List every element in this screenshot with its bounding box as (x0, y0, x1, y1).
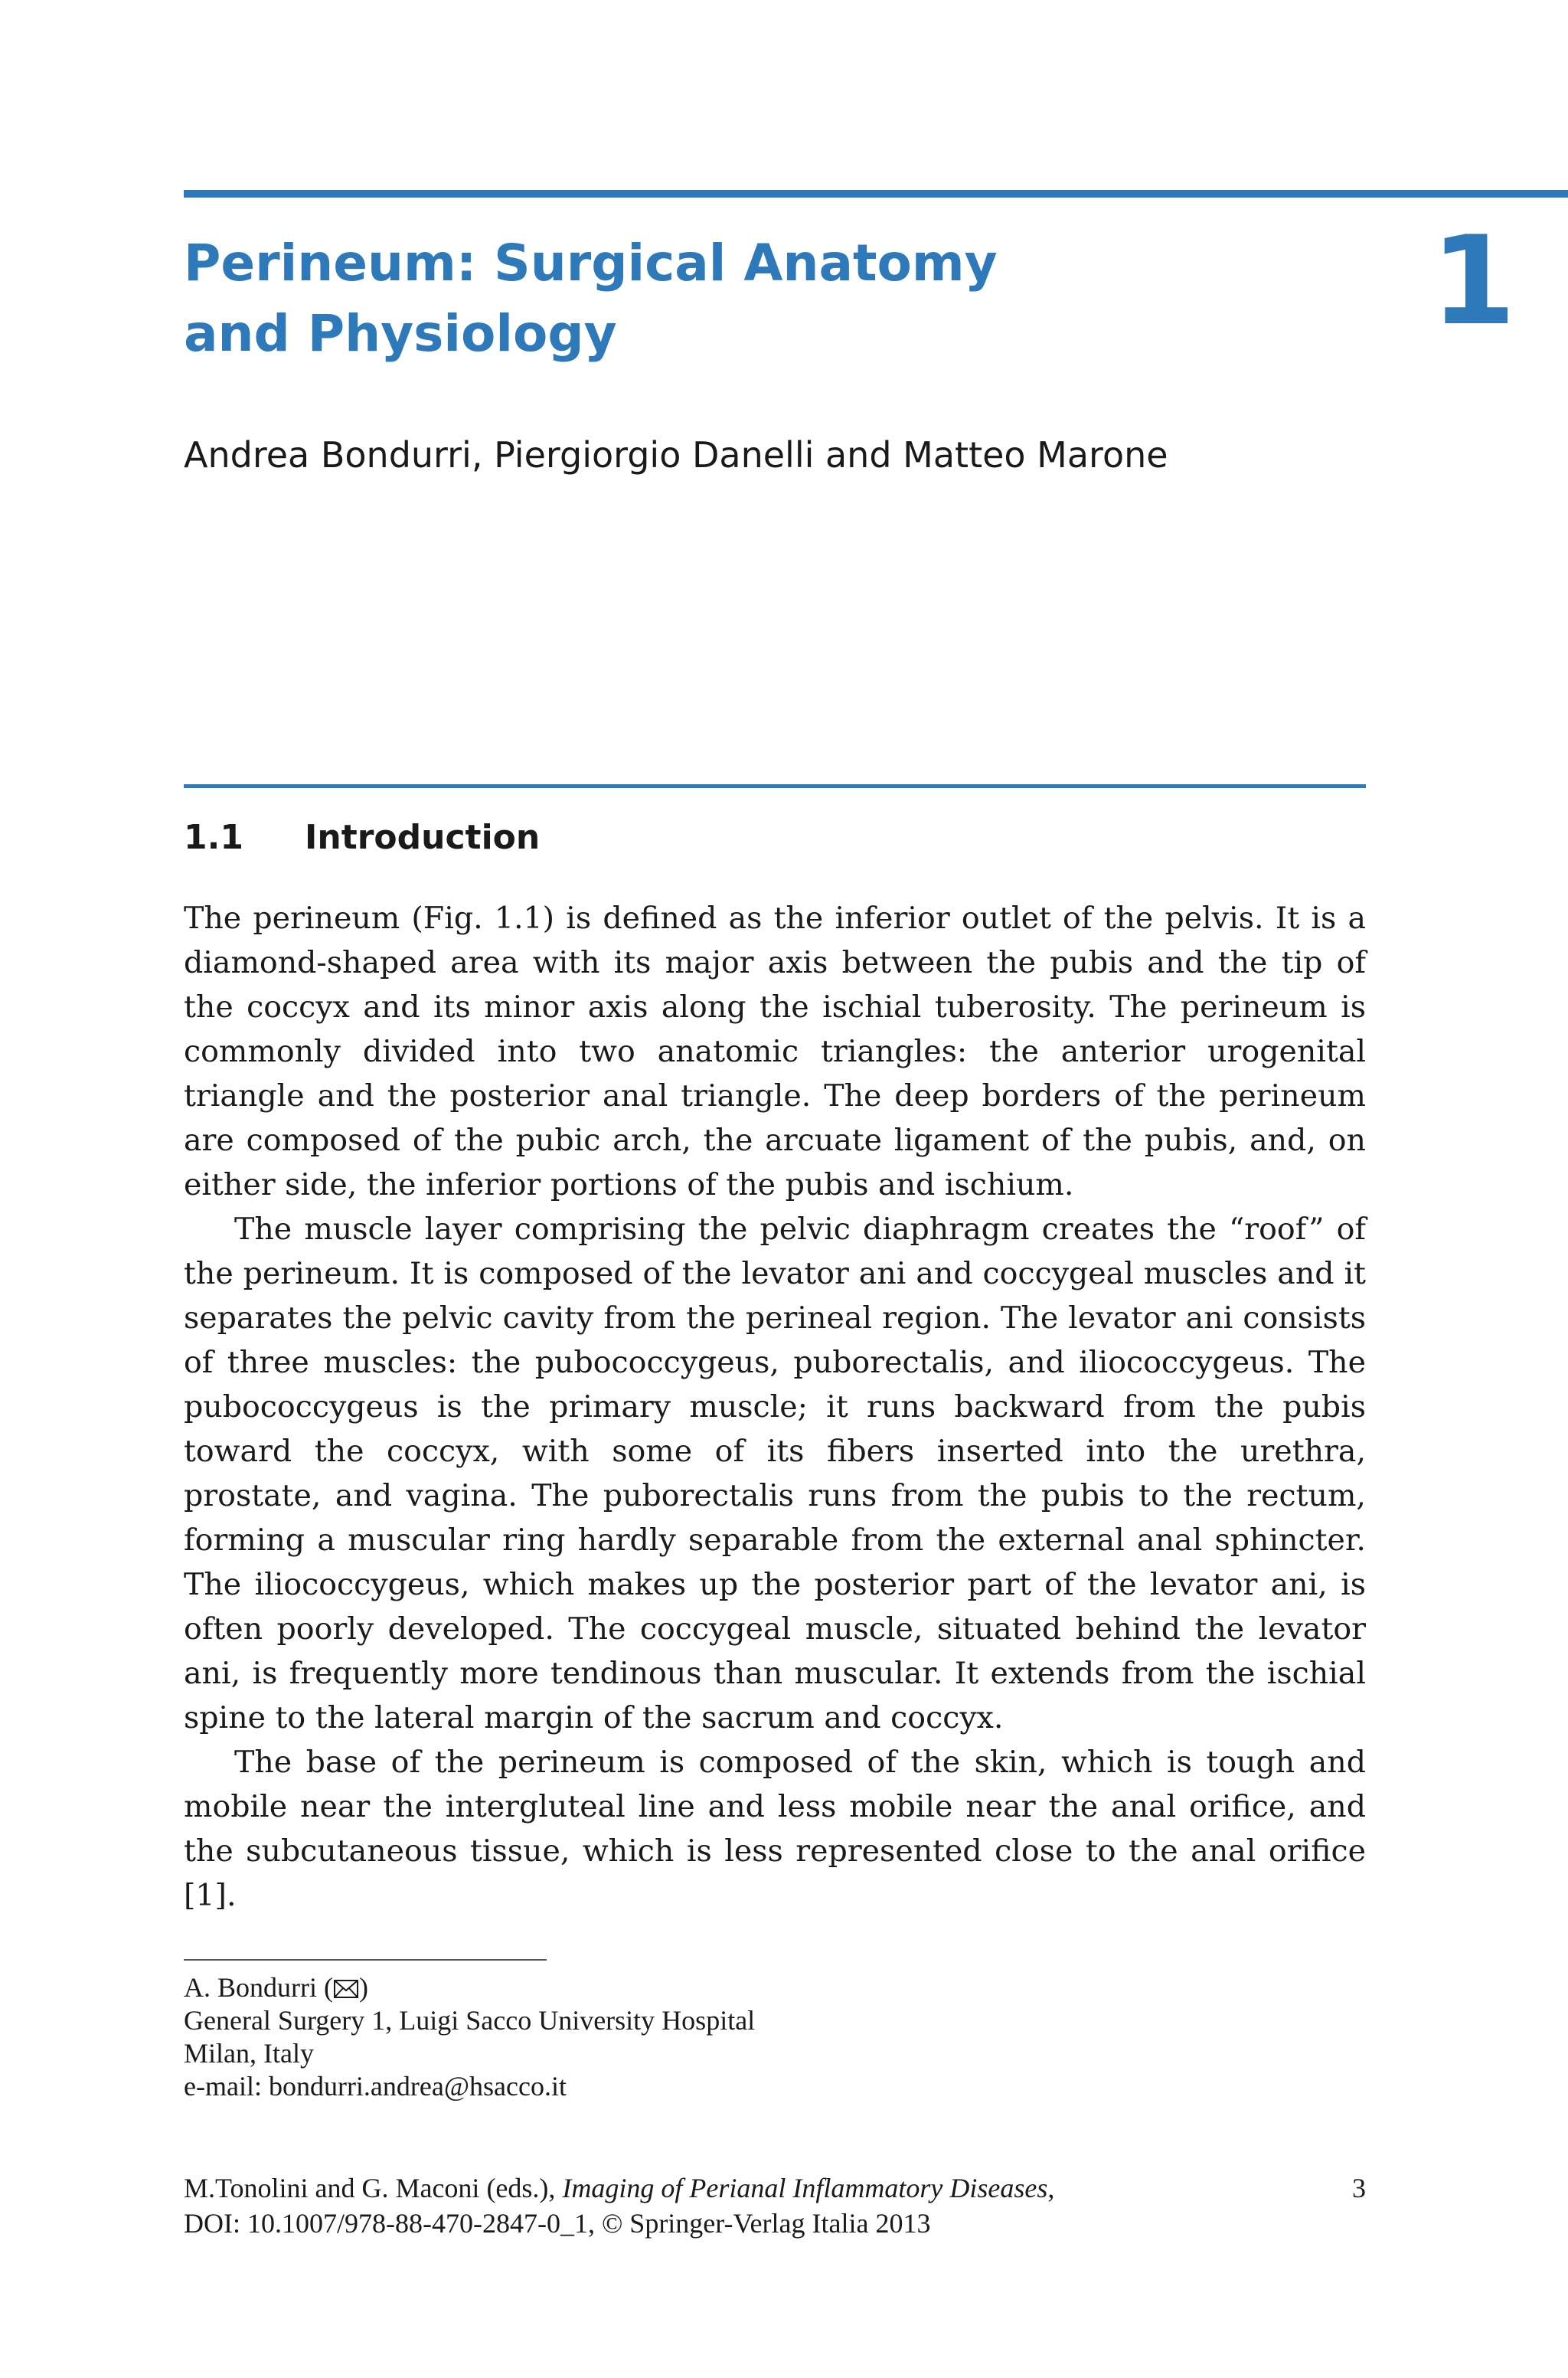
section-rule (184, 784, 1366, 788)
book-citation (184, 2170, 1366, 2241)
section-heading (184, 810, 1366, 865)
citation-doi: DOI: 10.1007/978-88-470-2847-0_1, © Springer-Verlag Italia 2013 (184, 2208, 931, 2239)
author-footnote (184, 1971, 1332, 2103)
section-title: Introduction (305, 818, 541, 857)
citation-line1: M.Tonolini and G. Maconi (eds.), Imaging of Perianal Inflammatory Diseases, (184, 2173, 1055, 2203)
footnote-rule (184, 1959, 547, 1961)
chapter-number: 1 (1430, 209, 1516, 352)
chapter-title-line1: Perineum: Surgical Anatomy (184, 234, 998, 293)
envelope-icon (333, 1978, 359, 2000)
footnote-affiliation: General Surgery 1, Luigi Sacco University Hospital (184, 2005, 756, 2036)
section-number: 1.1 (184, 818, 243, 857)
footnote-author-line: A. Bondurri ( ) (184, 1972, 368, 2003)
chapter-title-line2: and Physiology (184, 304, 617, 363)
citation-editors: M.Tonolini and G. Maconi (eds.), (184, 2173, 556, 2203)
body-paragraph-1: The perineum (Fig. 1.1) is defined as the inferior outlet of the pelvis. It is a diamond-shaped area with its major axis between the pubis and the tip of the coccyx and its minor axis along the ischial tuberosity. The perineum is commonly divided into two anatomic triangles: the anterior urogenital triangle and the posterior anal triangle. The deep borders of the perineum are composed of the pubic arch, the arcuate ligament of the pubis, and, on either side, the inferior portions of the pubis and ischium. (184, 901, 1366, 1202)
body-paragraph-2: The muscle layer comprising the pelvic diaphragm creates the “roof” of the perineum. It is composed of the levator ani and coccygeal muscles and it separates the pelvic cavity from the perineal region. The levator ani consists of three muscles: the pubococcygeus, puborectalis, and iliococcygeus. The pubococcygeus is the primary muscle; it runs backward from the pubis toward the coccyx, with some of its fibers inserted into the urethra, prostate, and vagina. The puborectalis runs from the pubis to the rectum, forming a muscular ring hardly separable from the external anal sphincter. The iliococcygeus, which makes up the posterior part of the levator ani, is often poorly developed. The coccygeal muscle, situated behind the levator ani, is frequently more tendinous than muscular. It extends from the ischial spine to the lateral margin of the sacrum and coccyx. (184, 1212, 1366, 1735)
body-text (184, 896, 1366, 1918)
footnote-email: e-mail: bondurri.andrea@hsacco.it (184, 2071, 567, 2102)
citation-book-title: Imaging of Perianal Inflammatory Diseases (562, 2173, 1048, 2203)
footnote-author: A. Bondurri (184, 1972, 317, 2003)
chapter-top-rule (184, 190, 1568, 198)
footnote-location: Milan, Italy (184, 2038, 314, 2069)
chapter-title (184, 228, 1179, 369)
chapter-authors: Andrea Bondurri, Piergiorgio Danelli and Matteo Marone (184, 434, 1168, 476)
body-paragraph-3: The base of the perineum is composed of the skin, which is tough and mobile near the intergluteal line and less mobile near the anal orifice, and the subcutaneous tissue, which is less represented close to the anal orifice [1]. (184, 1745, 1366, 1913)
page-number: 3 (1352, 2173, 1366, 2203)
